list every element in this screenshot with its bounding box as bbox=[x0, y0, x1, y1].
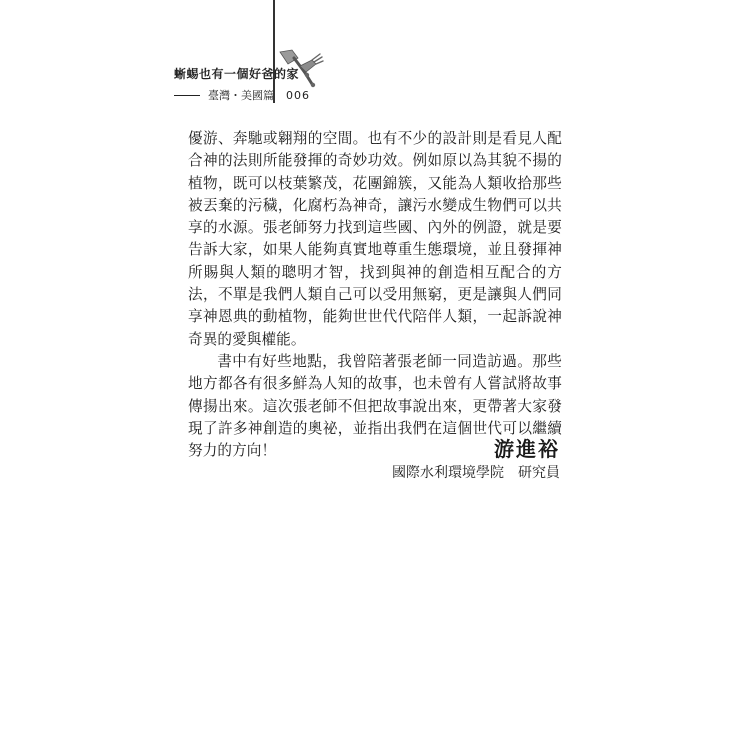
paragraph-2: 書中有好些地點，我曾陪著張老師一同造訪過。那些地方都各有很多鮮為人知的故事，也未曾有人嘗試將故事傳揚出來。這次張老師不但把故事說出來，更帶著大家發現了許多神創造的奧祕，並指出我們在這個世代可以繼續努力的方向！ bbox=[188, 352, 562, 460]
author-affiliation bbox=[392, 462, 560, 482]
body-text bbox=[188, 128, 562, 462]
organization-name: 國際水利環境學院 bbox=[392, 465, 504, 481]
paragraph-1: 優游、奔馳或翱翔的空間。也有不少的設計則是看見人配合神的法則所能發揮的奇妙功效。例如原以為其貌不揚的植物，既可以枝葉繁茂，花團錦簇，又能為人類收拾那些被丟棄的污穢，化腐朽為神奇，讓污水變成生物們可以共享的水源。張老師努力找到這些國、內外的例證，就是要告訴大家，如果人能夠真實地尊重生態環境，並且發揮神所賜與人類的聰明才智，找到與神的創造相互配合的方法，不單是我們人類自己可以受用無窮，更是讓與人們同享神恩典的動植物，能夠世世代代陪伴人類，一起訴說神奇異的愛與權能。 bbox=[188, 130, 562, 348]
running-header-book-title: 蜥蜴也有一個好爸的家 bbox=[174, 67, 300, 81]
header-dash bbox=[174, 95, 200, 96]
section-label: 臺灣・美國篇 bbox=[208, 89, 274, 102]
gardening-tools-icon bbox=[276, 44, 324, 92]
page-number: 006 bbox=[286, 88, 310, 102]
author-title: 研究員 bbox=[518, 465, 560, 481]
author-signature: 游進裕 bbox=[494, 437, 560, 461]
